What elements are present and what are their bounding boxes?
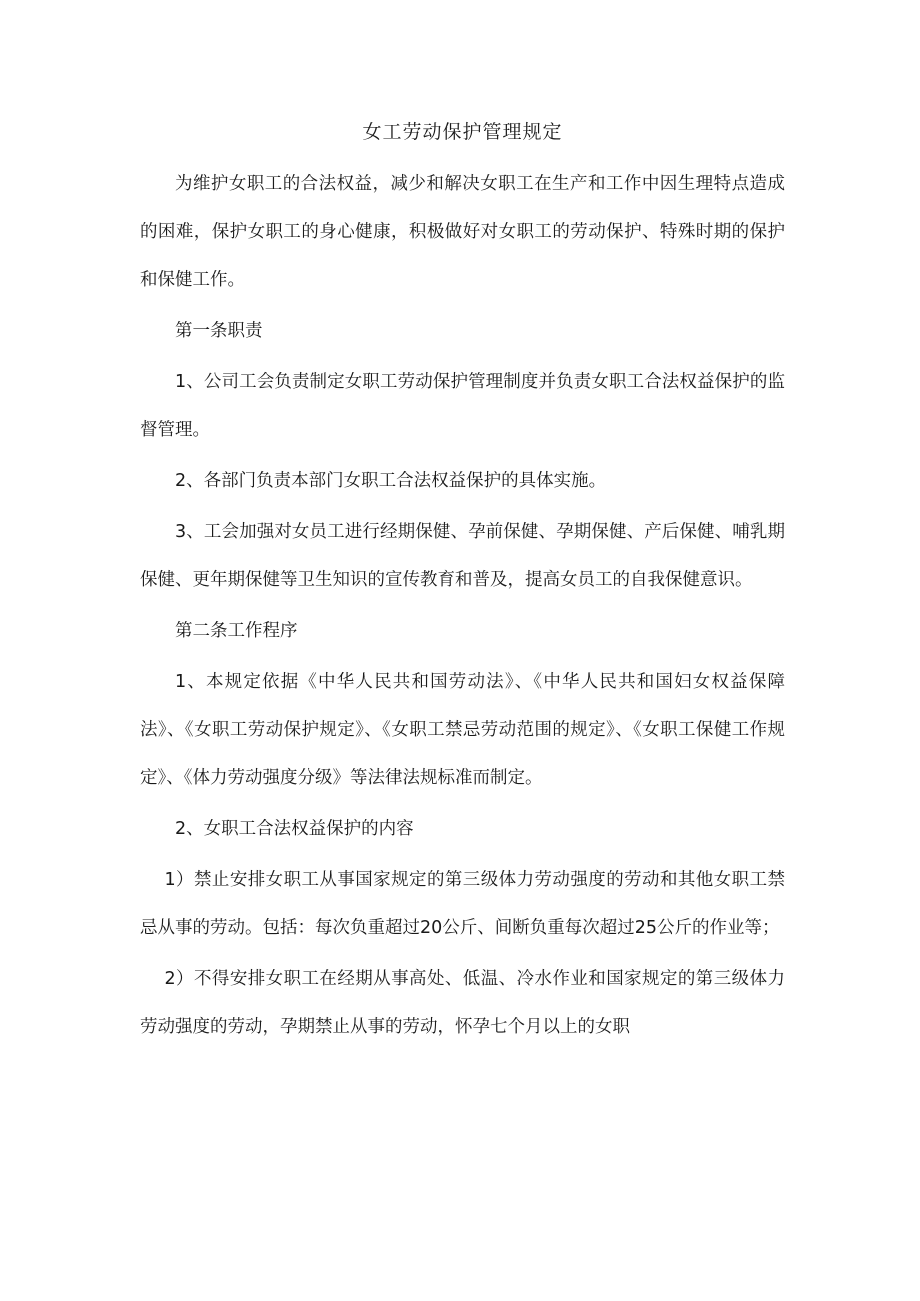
section-2-item-2: 2、女职工合法权益保护的内容 [175,819,414,839]
section-2-heading: 第二条工作程序 [175,621,298,641]
section-1-item-3: 3、工会加强对女员工进行经期保健、孕前保健、孕期保健、产后保健、哺乳期保健、更年期保健等卫生知识的宣传教育和普及，提高女员工的自我保健意识。 [140,522,785,590]
section-2-item-1: 1、本规定依据《中华人民共和国劳动法》、《中华人民共和国妇女权益保障法》、《女职工劳动保护规定》、《女职工禁忌劳动范围的规定》、《女职工保健工作规定》、《体力劳动强度分级》等法律法规标准而制定。 [140,672,785,788]
section-1-heading: 第一条职责 [175,321,263,341]
intro-paragraph: 为维护女职工的合法权益，减少和解决女职工在生产和工作中因生理特点造成的困难，保护女职工的身心健康，积极做好对女职工的劳动保护、特殊时期的保护和保健工作。 [140,174,785,290]
section-2-subitem-1: 1）禁止安排女职工从事国家规定的第三级体力劳动强度的劳动和其他女职工禁忌从事的劳动。包括：每次负重超过20公斤、间断负重每次超过25公斤的作业等； [140,870,785,938]
section-2-subitem-2: 2）不得安排女职工在经期从事高处、低温、冷水作业和国家规定的第三级体力劳动强度的劳动，孕期禁止从事的劳动，怀孕七个月以上的女职 [140,969,785,1037]
section-1-item-1: 1、公司工会负责制定女职工劳动保护管理制度并负责女职工合法权益保护的监督管理。 [140,372,785,440]
section-1-item-2: 2、各部门负责本部门女职工合法权益保护的具体实施。 [175,471,607,491]
document-body [140,112,785,1054]
document-title: 女工劳动保护管理规定 [362,121,563,143]
